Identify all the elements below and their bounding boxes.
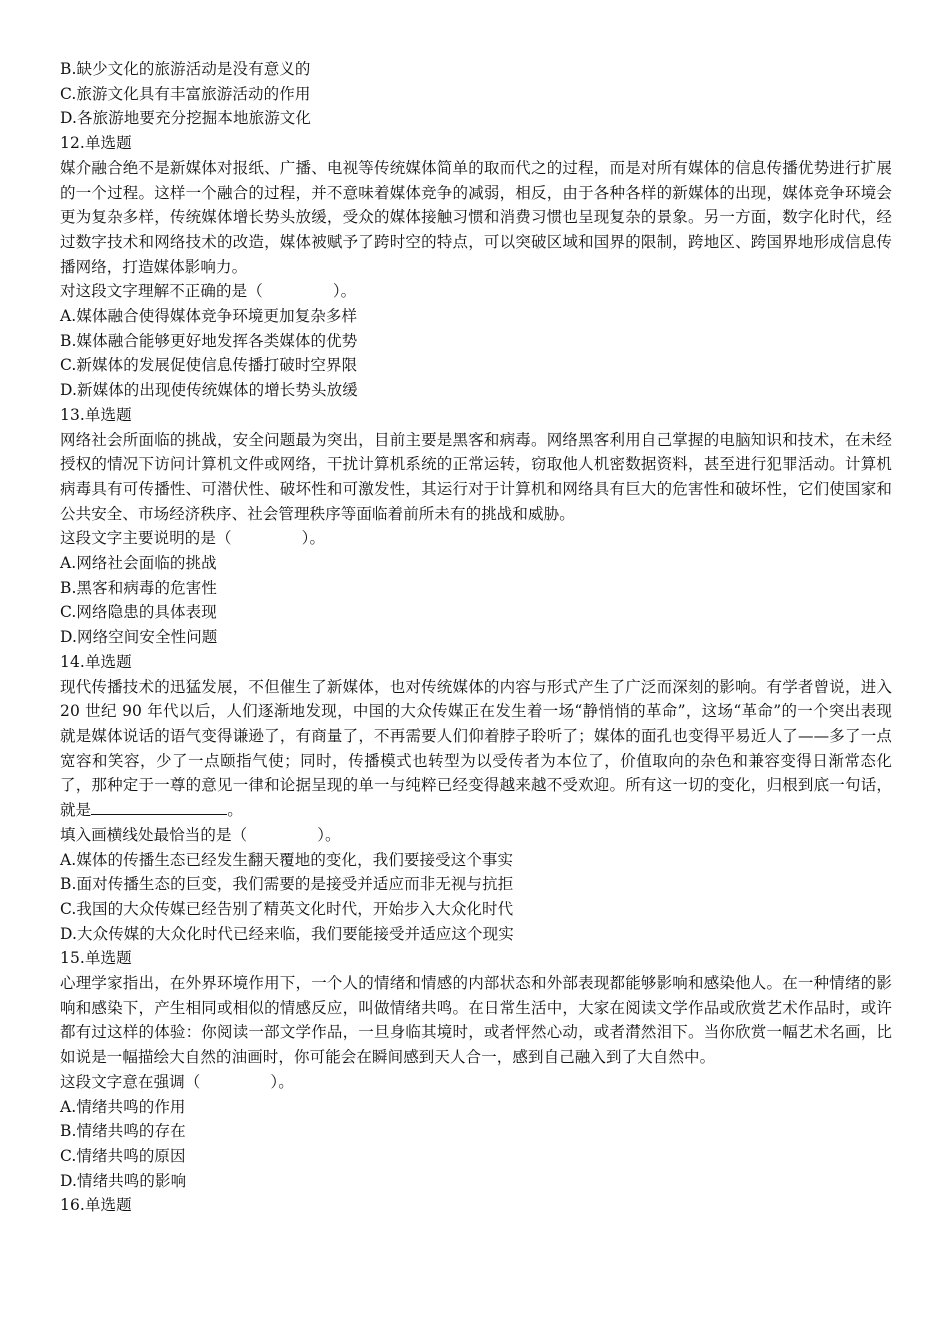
q13-heading: 13.单选题 — [60, 405, 132, 424]
q11-option-c: C.旅游文化具有丰富旅游活动的作用 — [60, 84, 311, 103]
q13-option-a: A.网络社会面临的挑战 — [60, 554, 217, 573]
q15-option-b: B.情绪共鸣的存在 — [60, 1122, 186, 1141]
q14-passage-end: 。 — [227, 801, 243, 820]
q15-option-d: D.情绪共鸣的影响 — [60, 1171, 187, 1190]
question-14 — [60, 650, 892, 946]
question-13 — [60, 403, 892, 650]
question-16 — [60, 1193, 892, 1218]
q13-question-post: ）。 — [301, 529, 326, 548]
q12-option-a: A.媒体融合使得媒体竞争环境更加复杂多样 — [60, 307, 358, 326]
q14-heading: 14.单选题 — [60, 652, 132, 671]
exam-page — [60, 57, 892, 1218]
q16-heading: 16.单选题 — [60, 1196, 132, 1215]
q13-question — [60, 526, 892, 551]
q14-option-a: A.媒体的传播生态已经发生翻天覆地的变化，我们要接受这个事实 — [60, 850, 514, 869]
q14-question-pre: 填入画横线处最恰当的是（ — [60, 825, 248, 844]
q15-passage: 心理学家指出，在外界环境作用下，一个人的情绪和情感的内部状态和外部表现都能够影响和感染他人。在一种情绪的影响和感染下，产生相同或相似的情感反应，叫做情绪共鸣。在日常生活中，大家在阅读文学作品或欣赏艺术作品时，或许都有过这样的体验：你阅读一部文学作品，一旦身临其境时，或者怦然心动，或者潸然泪下。当你欣赏一幅艺术名画，比如说是一幅描绘大自然的油画时，你可能会在瞬间感到天人合一，感到自己融入到了大自然中。 — [60, 974, 892, 1067]
q12-question-pre: 对这段文字理解不正确的是（ — [60, 282, 263, 301]
q15-option-c: C.情绪共鸣的原因 — [60, 1146, 186, 1165]
q13-option-d: D.网络空间安全性问题 — [60, 628, 218, 647]
q11-options — [60, 57, 892, 131]
q15-option-a: A.情绪共鸣的作用 — [60, 1097, 186, 1116]
q12-question — [60, 279, 892, 304]
q13-passage: 网络社会所面临的挑战，安全问题最为突出，目前主要是黑客和病毒。网络黑客利用自己掌握的电脑知识和技术，在未经授权的情况下访问计算机文件或网络，干扰计算机系统的正常运转，窃取他人机密数据资料，甚至进行犯罪活动。计算机病毒具有可传播性、可潜伏性、破坏性和可激发性，其运行对于计算机和网络具有巨大的危害性和破坏性，它们使国家和公共安全、市场经济秩序、社会管理秩序等面临着前所未有的挑战和威胁。 — [60, 430, 892, 523]
q14-option-d: D.大众传媒的大众化时代已经来临，我们要能接受并适应这个现实 — [60, 924, 514, 943]
q12-option-b: B.媒体融合能够更好地发挥各类媒体的优势 — [60, 331, 358, 350]
question-12 — [60, 131, 892, 403]
q13-option-c: C.网络隐患的具体表现 — [60, 603, 217, 622]
q14-passage-block — [60, 675, 892, 823]
q14-question — [60, 823, 892, 848]
question-15 — [60, 946, 892, 1193]
q15-question — [60, 1070, 892, 1095]
q15-heading: 15.单选题 — [60, 949, 132, 968]
q12-option-d: D.新媒体的出现使传统媒体的增长势头放缓 — [60, 381, 358, 400]
q14-question-post: ）。 — [317, 825, 341, 844]
q14-option-b: B.面对传播生态的巨变，我们需要的是接受并适应而非无视与抗拒 — [60, 875, 514, 894]
q12-question-post: ）。 — [332, 282, 357, 301]
q13-option-b: B.黑客和病毒的危害性 — [60, 578, 217, 597]
q15-question-pre: 这段文字意在强调（ — [60, 1072, 201, 1091]
q11-option-d: D.各旅游地要充分挖掘本地旅游文化 — [60, 109, 312, 128]
q14-passage: 现代传播技术的迅猛发展，不但催生了新媒体，也对传统媒体的内容与形式产生了广泛而深刻的影响。有学者曾说，进入 20 世纪 90 年代以后，人们逐渐地发现，中国的大众传媒正在发生着一场“静悄悄的革命”，这场“革命”的一个突出表现就是媒体说话的语气变得谦逊了，有商量了，不再需要人们仰着脖子聆听了；媒体的面孔也变得平易近人了——多了一点宽容和笑容，少了一点颐指气使；同时，传播模式也转型为以受传者为本位了，价值取向的杂色和兼容变得日渐常态化了，那种定于一尊的意见一律和论据呈现的单一与纯粹已经变得越来越不受欢迎。所有这一切的变化，归根到底一句话，就是 — [60, 677, 892, 820]
q14-option-c: C.我国的大众传媒已经告别了精英文化时代，开始步入大众化时代 — [60, 899, 514, 918]
q12-option-c: C.新媒体的发展促使信息传播打破时空界限 — [60, 356, 358, 375]
q14-fill-blank — [91, 798, 227, 815]
q12-heading: 12.单选题 — [60, 134, 132, 153]
q13-question-pre: 这段文字主要说明的是（ — [60, 529, 232, 548]
q12-passage: 媒介融合绝不是新媒体对报纸、广播、电视等传统媒体简单的取而代之的过程，而是对所有媒体的信息传播优势进行扩展的一个过程。这样一个融合的过程，并不意味着媒体竞争的减弱，相反，由于各种各样的新媒体的出现，媒体竞争环境会更为复杂多样，传统媒体增长势头放缓，受众的媒体接触习惯和消费习惯也呈现复杂的景象。另一方面，数字化时代，经过数字技术和网络技术的改造，媒体被赋予了跨时空的特点，可以突破区域和国界的限制，跨地区、跨国界地形成信息传播网络，打造媒体影响力。 — [60, 158, 892, 276]
q11-option-b: B.缺少文化的旅游活动是没有意义的 — [60, 60, 311, 78]
q15-question-post: ）。 — [270, 1072, 294, 1091]
